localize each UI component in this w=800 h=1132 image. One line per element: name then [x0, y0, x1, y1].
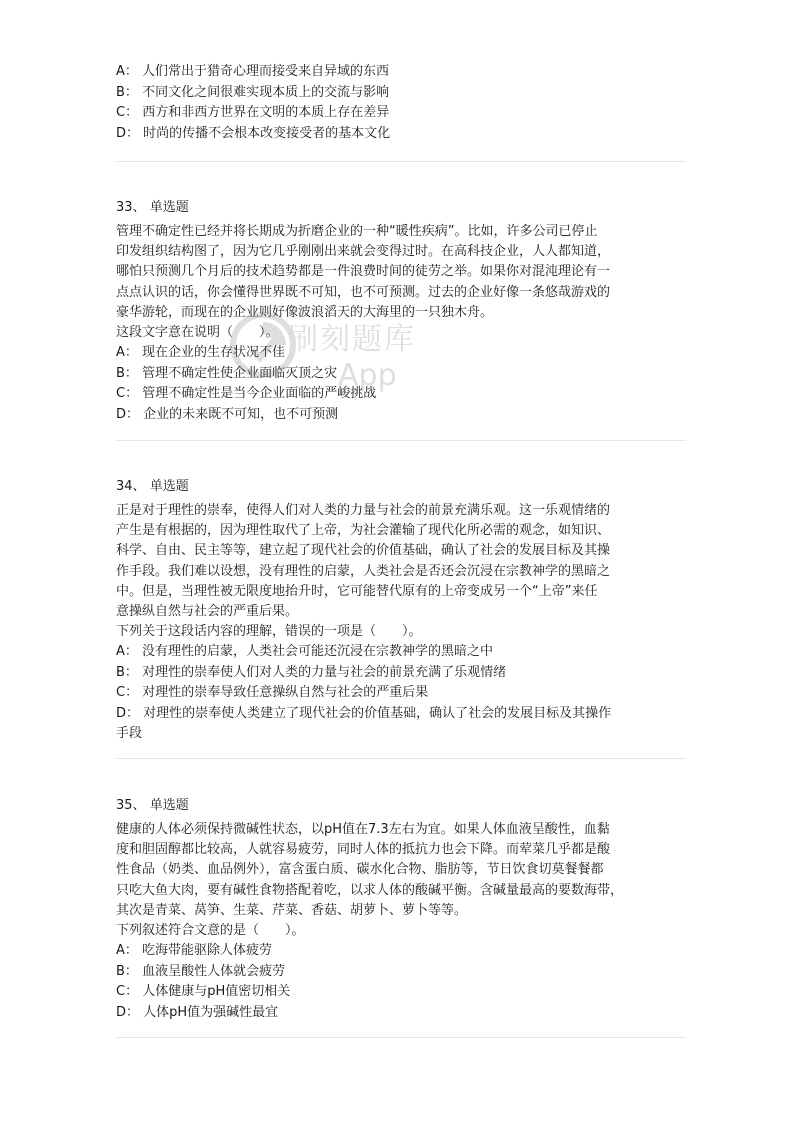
- q32-option-d[interactable]: D： 时尚的传播不会根本改变接受者的基本文化: [116, 125, 391, 141]
- passage-line: 性食品（奶类、血品例外），富含蛋白质、碳水化合物、脂肪等，节日饮食切莫餐餐都: [116, 862, 604, 878]
- q35-option-a[interactable]: A： 吃海带能驱除人体疲劳: [116, 943, 273, 959]
- question-prompt: 这段文字意在说明（ ）。: [116, 325, 279, 341]
- passage-line: 度和胆固醇都比较高，人就容易疲劳，同时人体的抵抗力也会下降。而荤菜几乎都是酸: [116, 842, 611, 858]
- q35-option-c[interactable]: C： 人体健康与pH值密切相关: [116, 984, 291, 1000]
- q34-option-d[interactable]: D： 对理性的崇奉使人类建立了现代社会的价值基础，确认了社会的发展目标及其操作: [116, 705, 612, 721]
- divider: [116, 440, 686, 441]
- q32-option-b[interactable]: B： 不同文化之间很难实现本质上的交流与影响: [116, 84, 390, 100]
- q33-option-c[interactable]: C： 管理不确定性是当今企业面临的严峻挑战: [116, 386, 377, 402]
- passage-line: 只吃大鱼大肉，要有碱性食物搭配着吃，以求人体的酸碱平衡。含碱量最高的要数海带，: [116, 882, 624, 898]
- q32-option-a[interactable]: A： 人们常出于猎奇心理而接受来自异域的东西: [116, 64, 390, 79]
- passage-line: 科学、自由、民主等等，建立起了现代社会的价值基础，确认了社会的发展目标及其操: [116, 543, 611, 559]
- q32-option-c[interactable]: C： 西方和非西方世界在文明的本质上存在差异: [116, 105, 390, 120]
- passage-line: 健康的人体必须保持微碱性状态，以pH值在7.3左右为宜。如果人体血液呈酸性，血黏: [116, 822, 610, 837]
- question-prompt: 下列叙述符合文意的是（ ）。: [116, 923, 305, 939]
- passage-line: 作手段。我们难以设想，没有理性的启蒙，人类社会是否还会沉浸在宗教神学的黑暗之: [116, 563, 611, 579]
- q34-option-b[interactable]: B： 对理性的崇奉使人们对人类的力量与社会的前景充满了乐观情绪: [116, 664, 507, 680]
- divider: [116, 1037, 686, 1038]
- question-33: [116, 198, 686, 425]
- question-34: [116, 477, 686, 745]
- q35-option-b[interactable]: B： 血液呈酸性人体就会疲劳: [116, 963, 286, 979]
- passage-line: 豪华游轮，而现在的企业则好像波浪滔天的大海里的一只独木舟。: [116, 304, 494, 320]
- q34-option-c[interactable]: C： 对理性的崇奉导致任意操纵自然与社会的严重后果: [116, 685, 429, 701]
- q34-option-a[interactable]: A： 没有理性的启蒙，人类社会可能还沉浸在宗教神学的黑暗之中: [116, 644, 494, 660]
- q33-option-a[interactable]: A： 现在企业的生存状况不佳: [116, 345, 286, 361]
- passage-line: 正是对于理性的崇奉，使得人们对人类的力量与社会的前景充满乐观。这一乐观情绪的: [116, 503, 611, 518]
- q34-option-d-continued[interactable]: 手段: [116, 726, 143, 742]
- passage-line: 中。但是，当理性被无限度地抬升时，它可能替代原有的上帝变成另一个“上帝”来任: [116, 583, 598, 599]
- passage-line: 管理不确定性已经并将长期成为折磨企业的一种“暖性疾病”。比如，许多公司已停止: [116, 224, 598, 239]
- q33-option-b[interactable]: B： 管理不确定性使企业面临灭顶之灾: [116, 365, 338, 381]
- divider: [116, 758, 686, 759]
- passage-line: 哪怕只预测几个月后的技术趋势都是一件浪费时间的徒劳之举。如果你对混沌理论有一: [116, 264, 611, 280]
- q35-option-d[interactable]: D： 人体pH值为强碱性最宜: [116, 1004, 279, 1020]
- question-header: 33、 单选题: [116, 200, 189, 215]
- divider: [116, 161, 686, 162]
- q32-options: [116, 62, 686, 144]
- passage-line: 其次是青菜、莴笋、生菜、芹菜、香菇、胡萝卜、萝卜等等。: [116, 902, 468, 918]
- question-header: 35、 单选题: [116, 798, 189, 813]
- q33-option-d[interactable]: D： 企业的未来既不可知，也不可预测: [116, 406, 339, 422]
- passage-line: 意操纵自然与社会的严重后果。: [116, 604, 299, 620]
- watermark-text: 刷刻题库: [288, 322, 416, 357]
- question-prompt: 下列关于这段话内容的理解，错误的一项是（ ）。: [116, 624, 422, 640]
- watermark-app-text: App: [338, 358, 397, 393]
- question-35: [116, 796, 686, 1023]
- passage-line: 点点认识的话，你会懂得世界既不可知，也不可预测。过去的企业好像一条悠哉游戏的: [116, 284, 611, 300]
- question-header: 34、 单选题: [116, 479, 189, 494]
- passage-line: 印发组织结构图了，因为它几乎刚刚出来就会变得过时。在高科技企业，人人都知道，: [116, 244, 611, 260]
- passage-line: 产生是有根据的，因为理性取代了上帝，为社会灌输了现代化所必需的观念，如知识、: [116, 523, 611, 539]
